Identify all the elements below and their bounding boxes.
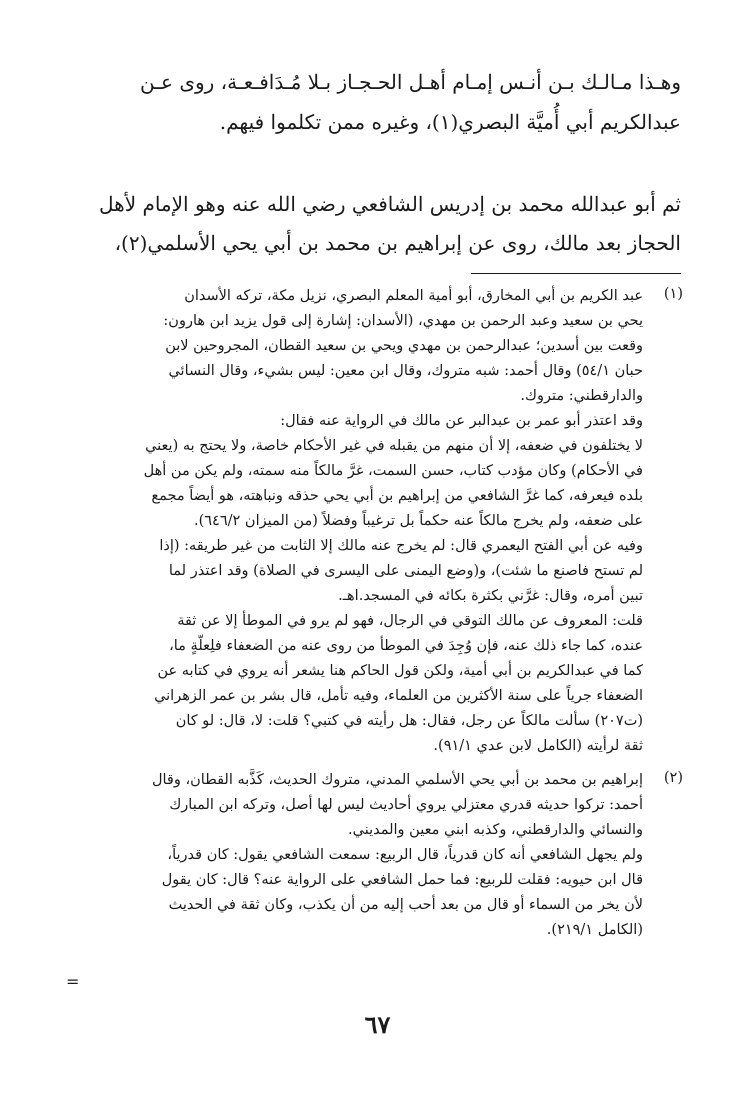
footnote-separator (471, 273, 681, 274)
main-paragraph-1-line-2: عبدالكريم أبي أُميَّة البصري(١)، وغيره ممن تكلموا فيهم. (219, 110, 681, 134)
footnote-line: لم تستح فاصنع ما شئت)، و(وضع اليمنى على اليسرى في الصلاة) وقد اعتذر لما (168, 563, 643, 579)
footnote-line: بلده فيعرفه، كما غرَّ الشافعي من إبراهيم بن أبي يحي حذقه ونباهته، هو أيضاً مجمع (151, 488, 643, 504)
main-paragraph-2-line-2: الحجاز بعد مالك، روى عن إبراهيم بن محمد بن أبي يحي الأسلمي(٢)، (114, 231, 681, 255)
footnote-line: ولم يجهل الشافعي أنه كان قدرياً، قال الربيع: سمعت الشافعي يقول: كان قدرياً، (167, 847, 643, 863)
footnote-line: وقد اعتذر أبو عمر بن عبدالبر عن مالك في الرواية عنه فقال: (280, 413, 643, 429)
footnote-2 (71, 768, 643, 943)
footnote-line: كما في عبدالكريم بن أبي أمية، ولكن قول الحاكم هنا يشعر أنه يروي في كتابه عن (157, 663, 643, 679)
footnote-line: إبراهيم بن محمد بن أبي يحي الأسلمي المدني، متروك الحديث، كَذَّبه القطان، وقال (151, 772, 643, 788)
footnote-2-number: (٢) (663, 770, 683, 786)
footnote-1-number: (١) (663, 286, 683, 302)
footnote-line: قلت: المعروف عن مالك التوقي في الرجال، فهو لم يرو في الموطأ إلا عن ثقة (177, 613, 643, 629)
footnote-line: يحي بن سعيد وعبد الرحمن بن مهدي، (الأسدان: إشارة إلى قول يزيد ابن هارون: (163, 313, 643, 329)
footnote-line: والنسائي والدارقطني، وكذبه ابني معين والمديني. (348, 822, 643, 838)
footnote-line: عبد الكريم بن أبي المخارق، أبو أمية المعلم البصري، نزيل مكة، تركه الأسدان (184, 288, 643, 304)
footnote-line: لا يختلفون في ضعفه، إلا أن منهم من يقبله في غير الأحكام خاصة، ولا يحتج به (يعني (145, 438, 643, 454)
continuation-mark: = (66, 972, 80, 991)
footnote-line: تبين أمره، وقال: غرَّني بكثرة بكائه في المسجد.اهـ. (338, 588, 643, 604)
footnote-line: الضعفاء جرياً على سنة الأكثرين من العلماء، وفيه تأمل، قال بشر بن عمر الزهراني (154, 688, 643, 704)
footnote-1 (71, 284, 643, 759)
footnote-line: لأن يخر من السماء أو قال من بعد أحب إليه من أن يكذب، وكان ثقة في الحديث (168, 897, 643, 913)
footnote-line: والدارقطني: متروك. (520, 388, 643, 404)
footnote-line: حبان ٥٤/١) وقال أحمد: شبه متروك، وقال ابن معين: ليس بشيء، وقال النسائي (168, 363, 643, 379)
footnote-line: عنده، كما جاء ذلك عنه، فإن وُجِدَ في الموطأ من روى عنه من الضعفاء فلِعلَّةٍ ما، (169, 638, 643, 654)
footnote-line: وقعت بين أسدين؛ عبدالرحمن بن مهدي ويحي بن سعيد القطان، المجروحين لابن (165, 338, 643, 354)
footnote-line: وفيه عن أبي الفتح اليعمري قال: لم يخرج عنه مالك إلا الثابت من غير طريقه: (إذا (159, 538, 643, 554)
footnote-line: (الكامل ٢١٩/١). (546, 922, 643, 938)
footnote-line: في الأحكام) وكان مؤدب كتاب، حسن السمت، غرَّ مالكاً منه سمته، ولم يكن من أهل (143, 463, 643, 479)
footnote-line: على ضعفه، ولم يخرج مالكاً عنه حكماً بل ترغيباً وفضلاً (من الميزان ٦٤٦/٢). (193, 513, 643, 529)
footnote-line: أحمد: تركوا حديثه قدري معتزلي يروي أحاديث ليس لها أصل، وتركه ابن المبارك (169, 797, 643, 813)
page-number: ٦٧ (364, 1010, 391, 1039)
main-paragraph-2-line-1: ثم أبو عبدالله محمد بن إدريس الشافعي رضي الله عنه وهو الإمام لأهل (99, 192, 681, 216)
footnote-line: قال ابن حيويه: فقلت للربيع: فما حمل الشافعي على الرواية عنه؟ قال: كان يقول (161, 872, 643, 888)
main-paragraph-1-line-1: وهـذا مـالـك بـن أنـس إمـام أهـل الحـجـاز بـلا مُـدَافـعـة، روى عـن (139, 70, 681, 94)
footnote-line: ثقة لرأيته (الكامل لابن عدي ٩١/١). (433, 738, 643, 754)
footnote-line: (ت٢٠٧) سألت مالكاً عن رجل، فقال: هل رأيته في كتبي؟ قلت: لا، قال: لو كان (175, 713, 643, 729)
